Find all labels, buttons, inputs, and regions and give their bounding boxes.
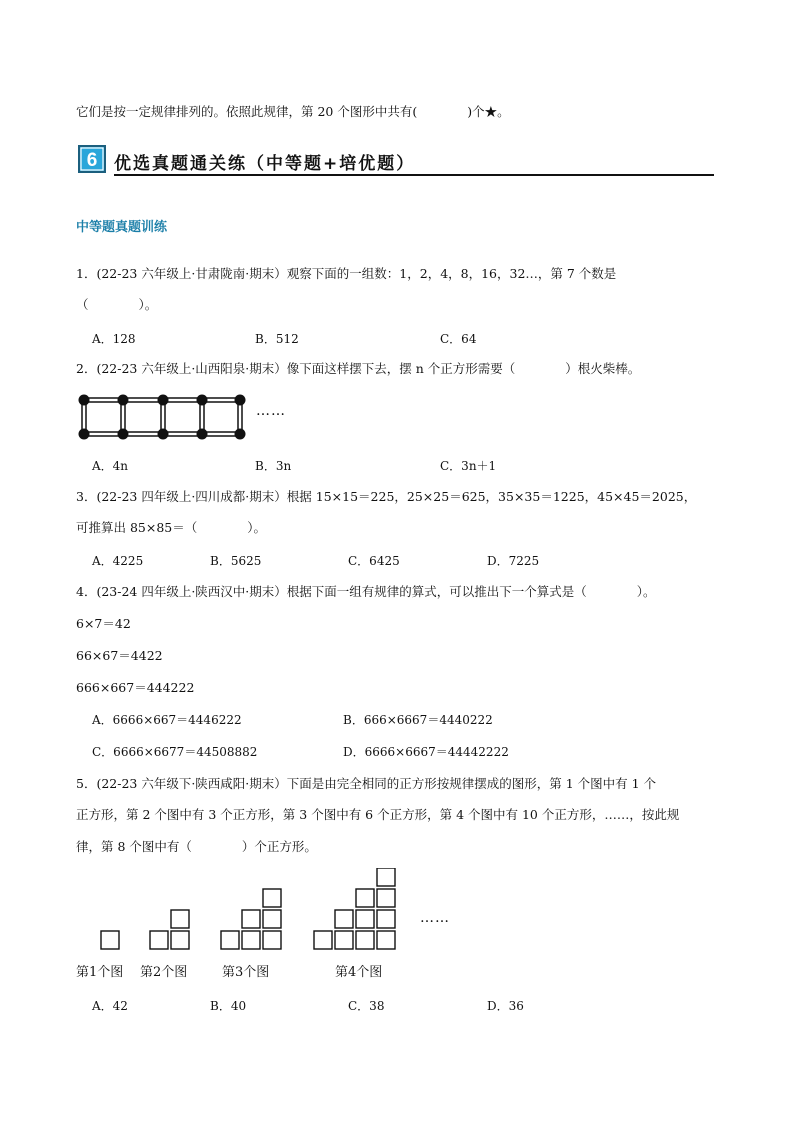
fig2-square (171, 931, 189, 949)
fig4-square (377, 889, 395, 907)
q5-option-b[interactable]: B．40 (210, 999, 247, 1013)
caption-figure-2: 第2个图 (140, 965, 188, 980)
section-title: 优选真题通关练（中等题+培优题） (114, 154, 416, 174)
q5-figure-ellipsis: …… (420, 910, 450, 926)
q4-equation-2: 66×67＝4422 (76, 648, 163, 663)
caption-figure-3: 第3个图 (222, 965, 270, 980)
q1-option-a[interactable]: A．128 (92, 332, 136, 346)
fig4-square (335, 910, 353, 928)
q2-text-line1: 2．(22-23 六年级上·山西阳泉·期末）像下面这样摆下去，摆 n 个正方形需要（ ）根火柴棒。 (76, 361, 641, 376)
caption-figure-1: 第1个图 (76, 965, 124, 980)
fig4-square (377, 931, 395, 949)
q4-option-c[interactable]: C．6666×6677＝44508882 (92, 745, 258, 759)
q3-option-b[interactable]: B．5625 (210, 554, 262, 568)
q5-option-a[interactable]: A．42 (92, 999, 128, 1013)
fig1-square (101, 931, 119, 949)
q2-option-b[interactable]: B．3n (255, 459, 292, 473)
q1-option-c[interactable]: C．64 (440, 332, 477, 346)
q4-option-d[interactable]: D．6666×6667＝44442222 (343, 745, 509, 759)
fig4-square (356, 910, 374, 928)
q2-figure-ellipsis: …… (256, 403, 286, 419)
q3-text-line1: 3．(22-23 四年级上·四川成都·期末）根据 15×15＝225，25×25＝625，35×35＝1225，45×45＝2025， (76, 489, 697, 504)
q1-text-line1: 1．(22-23 六年级上·甘肃陇南·期末）观察下面的一组数：1，2，4，8，16，32…，第 7 个数是 (76, 266, 617, 281)
matchstick-squares-figure (74, 392, 254, 444)
fig3-square (263, 889, 281, 907)
q3-option-d[interactable]: D．7225 (487, 554, 540, 568)
section-number: 6 (86, 150, 98, 171)
q5-option-c[interactable]: C．38 (348, 999, 385, 1013)
fig4-square (377, 868, 395, 886)
section-divider (114, 174, 714, 176)
fig3-square (221, 931, 239, 949)
fig3-square (263, 931, 281, 949)
staircase-squares-figure (95, 868, 405, 950)
fig4-square (335, 931, 353, 949)
q1-text-line2: （ ）。 (76, 297, 158, 312)
q4-option-a[interactable]: A．6666×667＝4446222 (92, 713, 242, 727)
fig3-square (263, 910, 281, 928)
q4-text-line1: 4．(23-24 四年级上·陕西汉中·期末）根据下面一组有规律的算式，可以推出下一个算式是（ ）。 (76, 584, 656, 599)
q2-option-c[interactable]: C．3n＋1 (440, 459, 497, 473)
q5-option-d[interactable]: D．36 (487, 999, 524, 1013)
q5-text-line3: 律，第 8 个图中有（ ）个正方形。 (76, 839, 317, 854)
fig2-square (171, 910, 189, 928)
section-number-badge (78, 145, 106, 173)
intro-line: 它们是按一定规律排列的。依照此规律，第 20 个图形中共有( )个★。 (76, 104, 510, 119)
q5-text-line2: 正方形，第 2 个图中有 3 个正方形，第 3 个图中有 6 个正方形，第 4 个图中有 10 个正方形，……，按此规 (76, 807, 680, 822)
fig4-square (377, 910, 395, 928)
q1-option-b[interactable]: B．512 (255, 332, 299, 346)
fig2-square (150, 931, 168, 949)
q4-equation-1: 6×7＝42 (76, 616, 131, 631)
q4-option-b[interactable]: B．666×6667＝4440222 (343, 713, 493, 727)
fig4-square (314, 931, 332, 949)
q3-text-line2: 可推算出 85×85＝（ ）。 (76, 520, 267, 535)
q3-option-a[interactable]: A．4225 (92, 554, 144, 568)
q2-option-a[interactable]: A．4n (92, 459, 129, 473)
subsection-title: 中等题真题训练 (76, 220, 168, 235)
q5-text-line1: 5．(22-23 六年级下·陕西咸阳·期末）下面是由完全相同的正方形按规律摆成的图形，第 1 个图中有 1 个 (76, 776, 657, 791)
q3-option-c[interactable]: C．6425 (348, 554, 400, 568)
fig3-square (242, 931, 260, 949)
fig3-square (242, 910, 260, 928)
fig4-square (356, 889, 374, 907)
caption-figure-4: 第4个图 (335, 965, 383, 980)
q4-equation-3: 666×667＝444222 (76, 680, 195, 695)
fig4-square (356, 931, 374, 949)
